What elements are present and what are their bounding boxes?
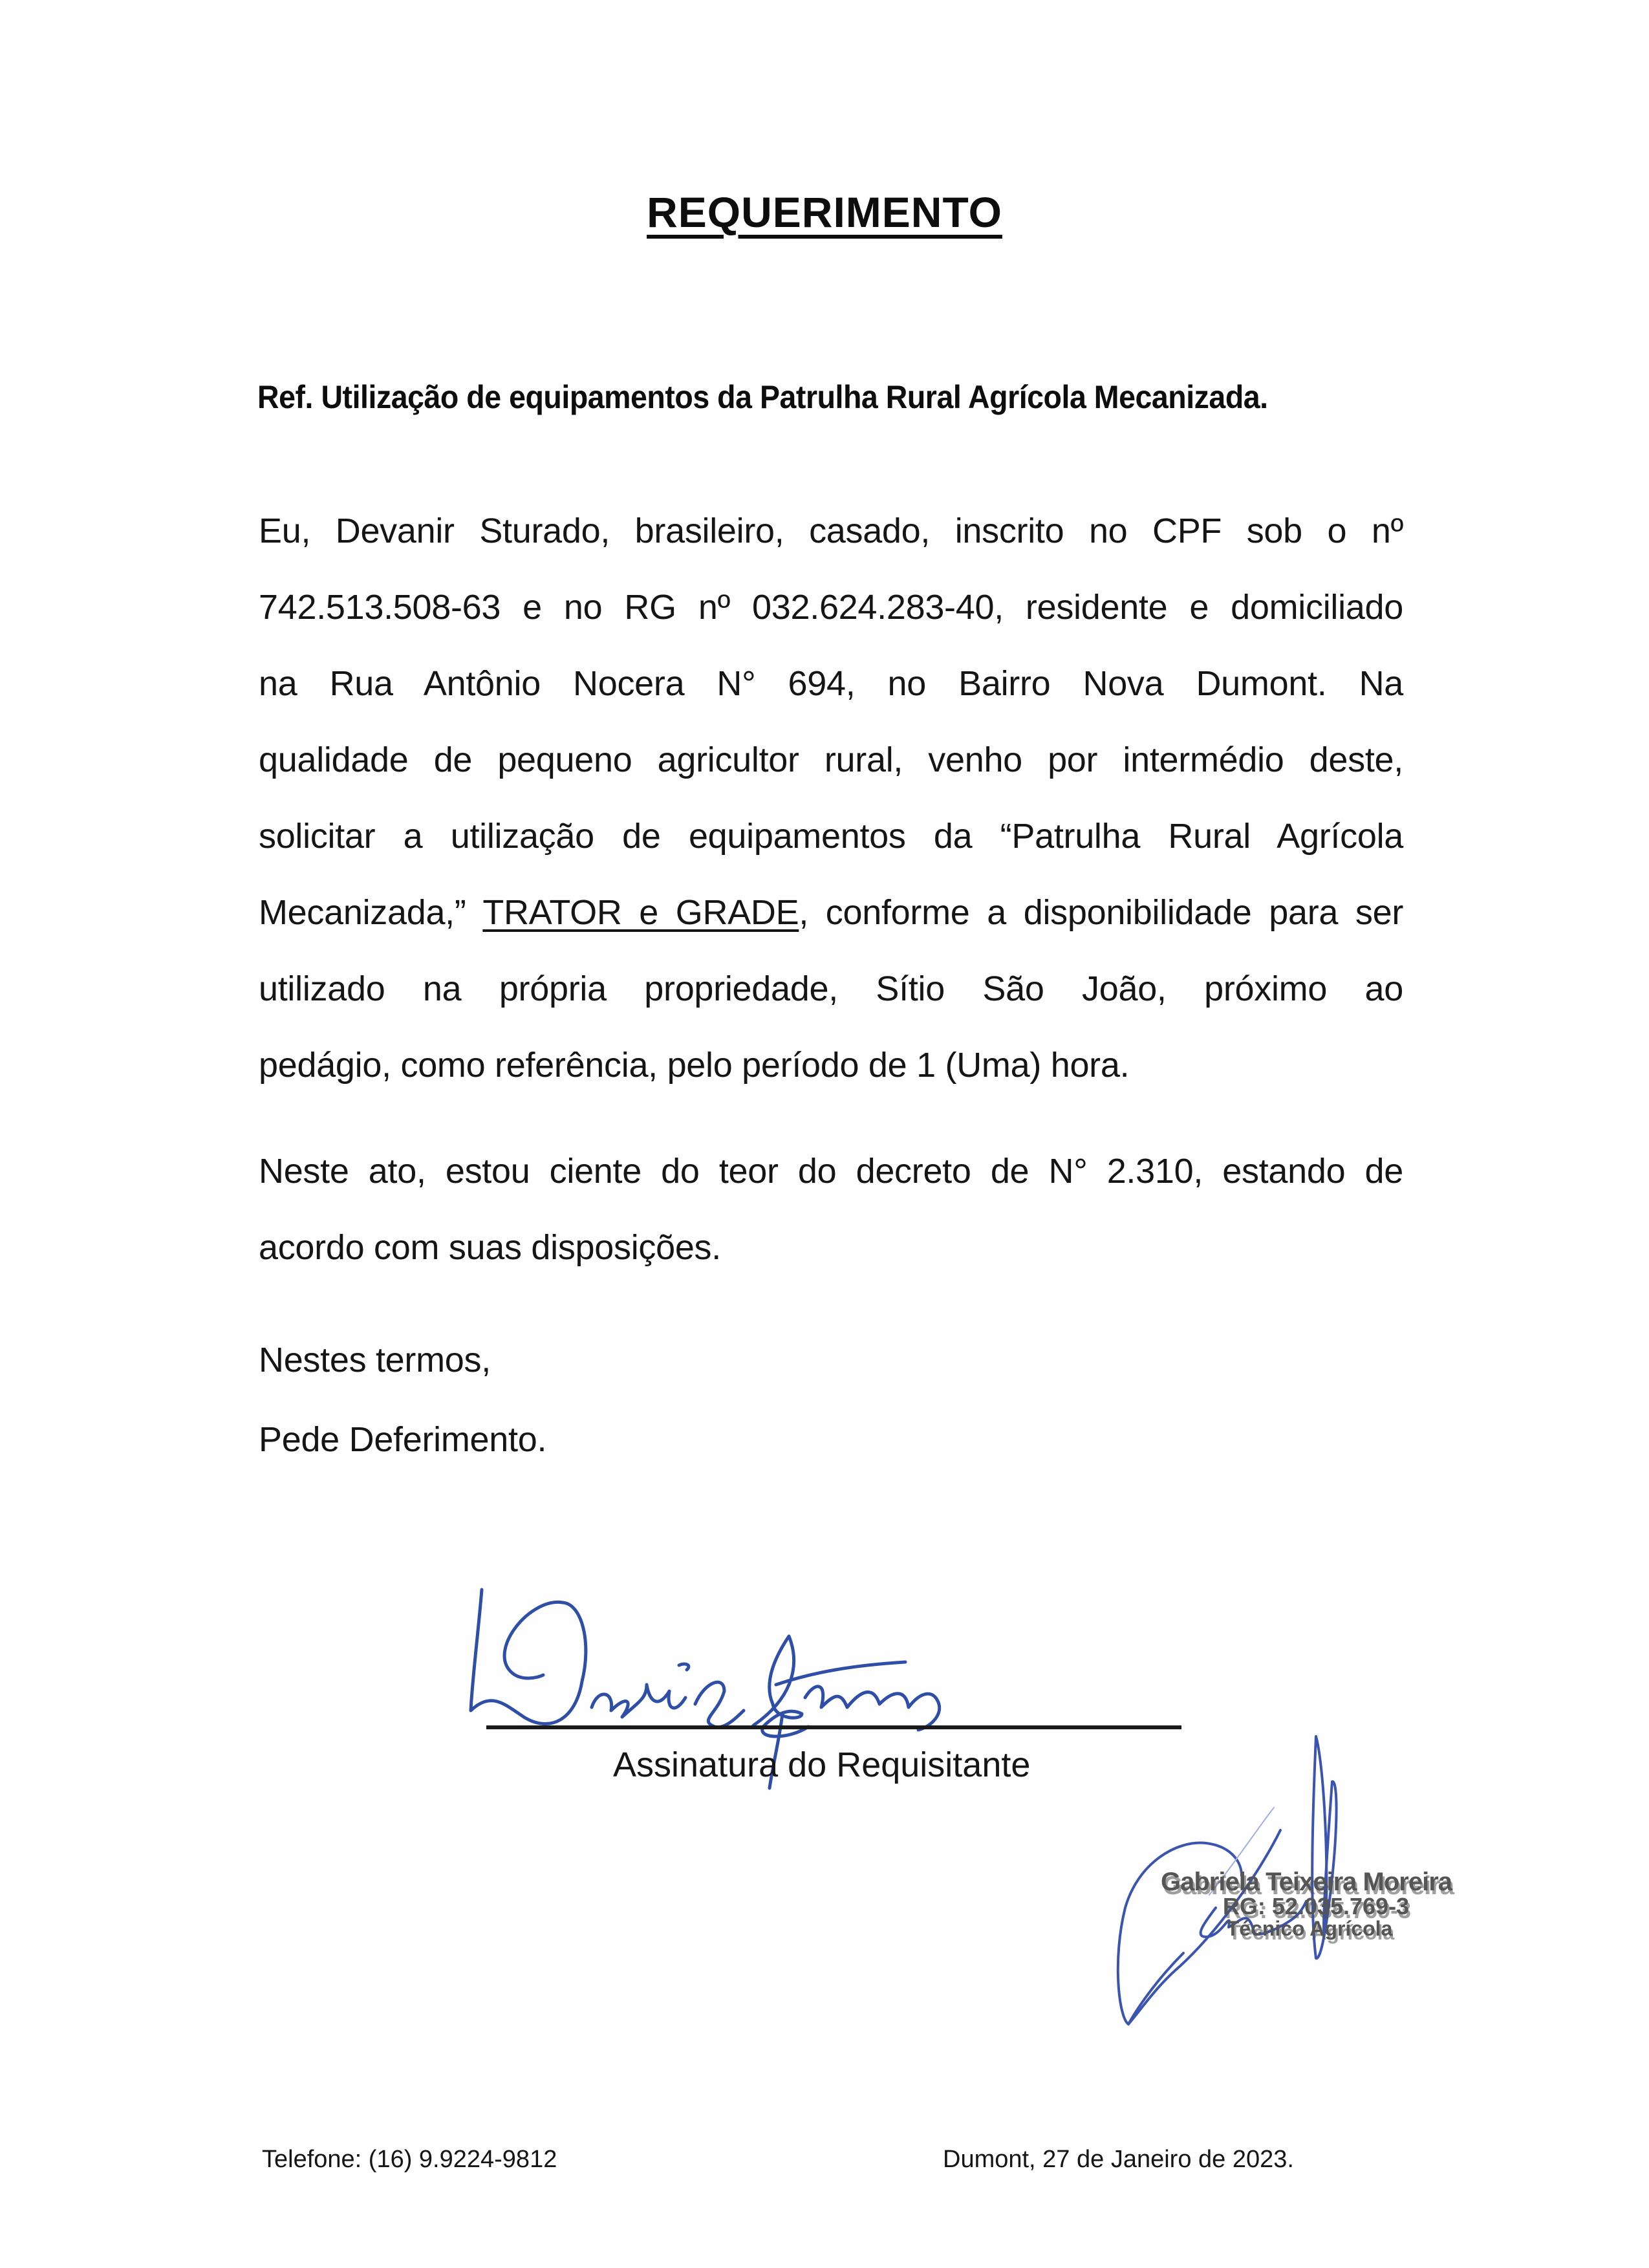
paragraph-line: Eu, Devanir Sturado, brasileiro, casado, inscrito no CPF sob o nº	[259, 512, 1403, 550]
decree-paragraph	[259, 1133, 1403, 1286]
stamp-rg: RG: 52.035.769-3	[1222, 1893, 1410, 1919]
footer-phone: Telefone: (16) 9.9224-9812	[262, 2146, 557, 2173]
paragraph-line: na Rua Antônio Nocera N° 694, no Bairro Nova Dumont. Na	[259, 664, 1403, 703]
paragraph-text: Mecanizada,”	[259, 893, 483, 932]
closing-request: Pede Deferimento.	[259, 1420, 547, 1459]
paragraph-text: , conforme a disponibilidade para ser	[799, 893, 1403, 932]
paragraph-line-equipment	[259, 874, 1403, 951]
signature-stroke	[805, 1687, 940, 1730]
technician-signature	[1067, 1714, 1487, 2166]
signature-stroke	[592, 1685, 685, 1717]
reference-line: Ref. Utilização de equipamentos da Patrulha Rural Agrícola Mecanizada.	[257, 379, 1268, 415]
request-paragraph	[259, 493, 1403, 1103]
paragraph-line: 742.513.508-63 e no RG nº 032.624.283-40, residente e domiciliado	[259, 588, 1403, 627]
signature-stroke	[471, 1590, 586, 1724]
technician-stamp	[1158, 1869, 1455, 1939]
paragraph-line: acordo com suas disposições.	[259, 1228, 721, 1267]
paragraph-line: solicitar a utilização de equipamentos da “Patrulha Rural Agrícola	[259, 817, 1403, 856]
paragraph-line: qualidade de pequeno agricultor rural, venho por intermédio deste,	[259, 740, 1403, 779]
paragraph-line: pedágio, como referência, pelo período de 1 (Uma) hora.	[259, 1046, 1130, 1085]
signature-stroke	[695, 1682, 744, 1727]
document-title	[0, 188, 1649, 237]
equipment-underlined: TRATOR e GRADE	[482, 893, 799, 932]
signature-label: Assinatura do Requisitante	[613, 1745, 1031, 1784]
document-title-text: REQUERIMENTO	[647, 188, 1002, 236]
footer-place-date: Dumont, 27 de Janeiro de 2023.	[943, 2146, 1294, 2173]
stamp-role: Técnico Agrícola	[1226, 1917, 1393, 1940]
paragraph-line: utilizado na própria propriedade, Sítio São João, próximo ao	[259, 969, 1403, 1008]
signature-stroke	[679, 1664, 689, 1670]
stamp-name: Gabriela Teixeira Moreira	[1160, 1868, 1452, 1896]
closing-terms: Nestes termos,	[259, 1341, 491, 1379]
signature-stroke	[776, 1662, 905, 1685]
paragraph-line: Neste ato, estou ciente do teor do decreto de N° 2.310, estando de	[259, 1152, 1403, 1191]
